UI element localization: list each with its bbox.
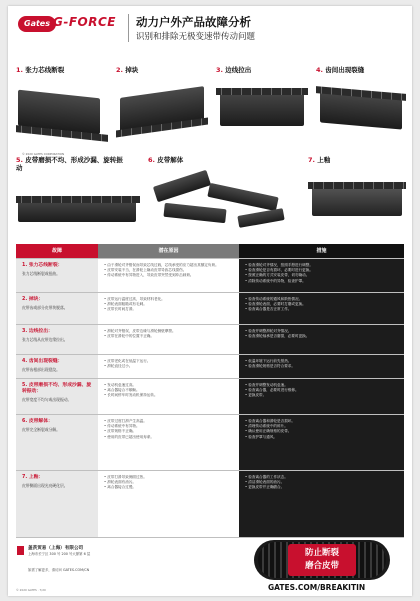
photo-label-6: 6. 皮带解体 [148, 156, 184, 164]
action-item: • 清洁滑轮表面的油污。 [245, 480, 399, 485]
causes-cell [98, 471, 239, 537]
photo-label-5: 5. 皮带磨损不均、形成沙漏、旋转振动 [16, 156, 123, 172]
cause-item: • 皮带过度打滑产生高温。 [104, 419, 234, 424]
break-in-badge [254, 540, 390, 580]
cause-item: • 皮带规格不正确。 [104, 429, 234, 434]
failure-title: 7. 上釉： [22, 475, 44, 480]
photo-3 [216, 66, 308, 150]
photo-label-7: 7. 上釉 [308, 156, 331, 164]
page-subtitle: 识别和排除无极变速带传动问题 [136, 32, 256, 42]
cause-item: • 滑轮表面粗糙或有毛刺。 [104, 302, 234, 307]
footer-company: 盖茨贸易（上海）有限公司 [28, 546, 84, 551]
actions-cell [239, 293, 404, 325]
table-row [16, 470, 404, 538]
action-item: • 检查滑轮轴承是否磨损，必要时更换。 [245, 334, 399, 339]
failure-description: 皮带侧面出现光亮硬化层。 [22, 483, 68, 488]
action-item: • 检查滑轮规格是否符合要求。 [245, 364, 399, 369]
cause-item: • 由于滑轮对齐错误而导致芯线过载，芯线承受的应力超出其额定负荷。 [104, 263, 234, 268]
failure-description: 张力芯线断裂或扭曲。 [22, 271, 60, 276]
footer-code: © 2020 GATES · 7/20 [16, 588, 46, 592]
photo-label-2: 2. 掉块 [116, 66, 139, 74]
action-item: • 检查并调整发动机怠速。 [245, 383, 399, 388]
failure-cell [16, 415, 98, 471]
table-row [16, 378, 404, 415]
action-item: • 检查并调整滑轮对齐情况。 [245, 329, 399, 334]
footer-address: 上海市长宁区 300 号 200 号大厦第 6 层 [28, 552, 91, 556]
failure-title: 1. 张力芯线断裂： [22, 263, 63, 268]
causes-cell [98, 379, 239, 415]
failure-title: 4. 齿间出现裂缝： [22, 359, 63, 364]
header [8, 6, 412, 50]
action-item: • 按照正确的方式安装皮带，切勿撬动。 [245, 273, 399, 278]
photo-label-3: 3. 边线拉出 [216, 66, 252, 74]
table-header-causes: 潜在原因 [98, 244, 239, 258]
cause-item: • 使用的皮带已超出使用寿命。 [104, 435, 234, 440]
actions-cell [239, 471, 404, 537]
action-item: • 确认使用正确规格的皮带。 [245, 429, 399, 434]
photo-credit-1: © 2020 GATES CORPORATION [22, 152, 65, 156]
failure-cell [16, 293, 98, 325]
photo-7 [308, 156, 406, 234]
failure-cell [16, 471, 98, 537]
cause-item: • 滑轮表面有油污。 [104, 480, 234, 485]
failure-description: 张力芯线从皮带边缘拉出。 [22, 337, 68, 342]
failure-title: 2. 掉块： [22, 297, 44, 302]
cause-item: • 传动系统中有异物进入，导致皮带突然受到冲击载荷。 [104, 273, 234, 278]
location-icon [17, 546, 24, 555]
photo-5 [16, 156, 140, 234]
failure-description: 皮带完全断裂或分解。 [22, 427, 60, 432]
action-item: • 检查滑轮对齐情况，按照手册进行调整。 [245, 263, 399, 268]
gates-logo: Gates [18, 16, 56, 32]
causes-cell [98, 259, 239, 293]
cause-item: • 离合器接合过慢。 [104, 485, 234, 490]
break-in-url[interactable]: GATES.COM/BREAKITIN [268, 583, 366, 592]
action-item: • 清除传动系统中的异物，检查护罩。 [245, 279, 399, 284]
action-item: • 检查滑轮是否有损坏，必要时进行更换。 [245, 268, 399, 273]
poster-sheet [8, 6, 412, 596]
table-header-failure: 故障 [16, 244, 98, 258]
action-item: • 清理传动系统中的碎片。 [245, 424, 399, 429]
cause-item: • 长时间停车时发动机保持运转。 [104, 393, 234, 398]
failure-cell [16, 379, 98, 415]
action-item: • 检查传动系统的通风和散热情况。 [245, 297, 399, 302]
causes-cell [98, 325, 239, 355]
action-item: • 更换皮带并正确磨合。 [245, 485, 399, 490]
cause-item: • 皮带在滑轮中的位置不正确。 [104, 334, 234, 339]
photo-4 [316, 66, 406, 150]
photo-1 [16, 66, 108, 156]
failure-cell [16, 355, 98, 379]
failure-title: 6. 皮带解体： [22, 419, 53, 424]
belt-image-2 [116, 78, 208, 150]
action-item: • 更换皮带。 [245, 393, 399, 398]
belt-image-5 [16, 176, 140, 234]
photo-label-1: 1. 张力芯线断裂 [16, 66, 65, 74]
cause-item: • 皮带运行温度过高，导致材料老化。 [104, 297, 234, 302]
badge-label: 防止断裂 磨合皮带 [288, 544, 356, 576]
failure-title: 5. 皮带磨损不均、形成沙漏、旋转振动： [22, 383, 92, 394]
table-header-actions: 措施 [239, 244, 404, 258]
actions-cell [239, 355, 404, 379]
causes-cell [98, 293, 239, 325]
failure-cell [16, 259, 98, 293]
cause-item: • 皮带安装不当，在滑轮上撬动皮带导致芯线损伤。 [104, 268, 234, 273]
cause-item: • 传动系统中有异物。 [104, 424, 234, 429]
photo-label-4: 4. 齿间出现裂缝 [316, 66, 365, 74]
action-item: • 检查离合器是否正常工作。 [245, 307, 399, 312]
cause-item: • 皮带长时间打滑。 [104, 307, 234, 312]
header-divider [128, 14, 129, 42]
footer-web[interactable]: 如需了解更多，请访问 GATES.COM/CN [28, 568, 90, 572]
cause-item: • 皮带老化或在低温下运行。 [104, 359, 234, 364]
cause-item: • 皮带打滑导致侧面过热。 [104, 475, 234, 480]
action-item: • 检查护罩与通风。 [245, 435, 399, 440]
belt-image-7 [308, 168, 406, 234]
photo-6 [148, 156, 298, 234]
action-item: • 检查离合器的工作状态。 [245, 475, 399, 480]
cause-item: • 滑轮对齐错误，皮带边缘与滑轮侧壁摩擦。 [104, 329, 234, 334]
belt-image-1 [16, 78, 108, 150]
failure-description: 皮带齿根部出现裂纹。 [22, 367, 60, 372]
cause-item: • 滑轮直径过小。 [104, 364, 234, 369]
belt-image-4 [316, 78, 406, 150]
belt-image-6 [148, 168, 298, 234]
action-item: • 检查离合器，必要时进行维修。 [245, 388, 399, 393]
failure-cell [16, 325, 98, 355]
actions-cell [239, 379, 404, 415]
actions-cell [239, 325, 404, 355]
actions-cell [239, 259, 404, 293]
photo-2 [116, 66, 208, 150]
causes-cell [98, 415, 239, 471]
causes-cell [98, 355, 239, 379]
action-item: • 检查滑轮表面，必要时打磨或更换。 [245, 302, 399, 307]
table-row [16, 354, 404, 379]
gforce-logo: G-FORCE [53, 15, 116, 29]
table-row [16, 414, 404, 471]
action-item: • 检查离合器和滑轮是否损坏。 [245, 419, 399, 424]
action-item: • 低温环境下运行前先预热。 [245, 359, 399, 364]
failure-title: 3. 边线拉出： [22, 329, 53, 334]
actions-cell [239, 415, 404, 471]
page-title: 动力户外产品故障分析 [136, 15, 251, 29]
belt-image-3 [216, 78, 308, 150]
table-row [16, 324, 404, 355]
table-row [16, 258, 404, 293]
failure-description: 皮带宽度不均匀或出现振动。 [22, 397, 72, 402]
failure-description: 皮带齿或部分皮带块脱落。 [22, 305, 68, 310]
cause-item: • 离合器接合不顺畅。 [104, 388, 234, 393]
table-row [16, 292, 404, 325]
cause-item: • 发动机怠速过高。 [104, 383, 234, 388]
